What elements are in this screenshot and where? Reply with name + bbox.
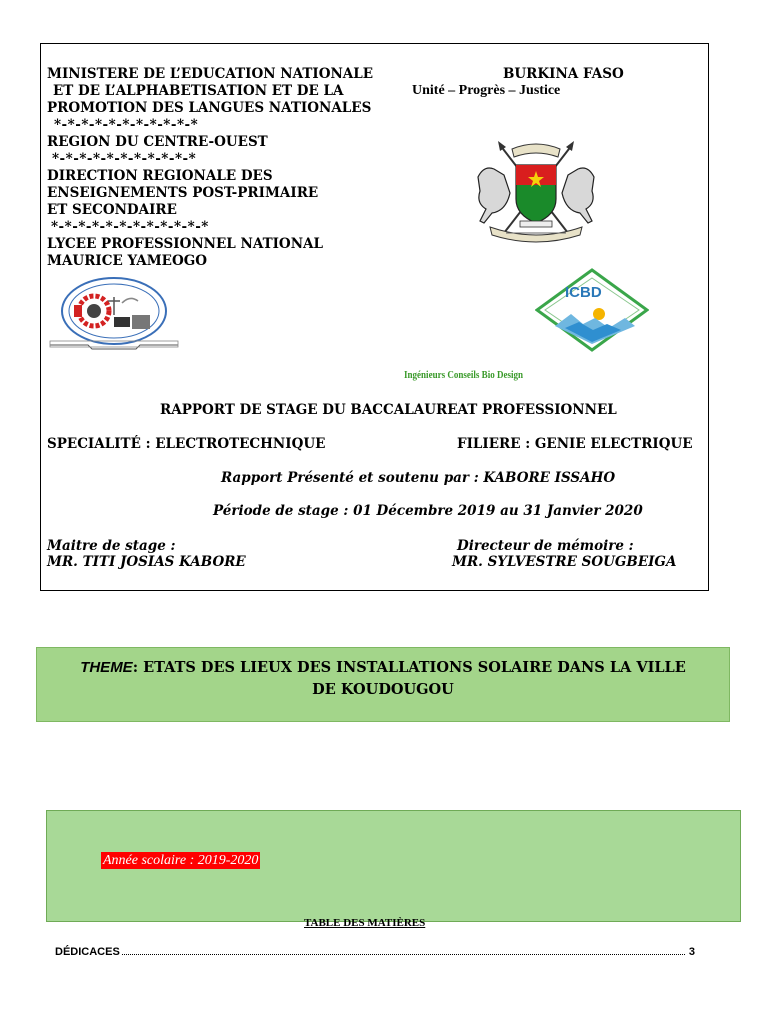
supervisor-label: Maitre de stage : [47,538,176,554]
direction-line: DIRECTION REGIONALE DES [47,168,273,184]
theme-line-1 [37,657,729,679]
toc-entry[interactable] [55,946,695,958]
filiere-text: FILIERE : GENIE ELECTRIQUE [457,436,693,452]
country-motto: Unité – Progrès – Justice [412,83,561,98]
coat-of-arms-emblem [470,137,602,245]
region-line: REGION DU CENTRE-OUEST [47,134,268,150]
icbd-caption: Ingénieurs Conseils Bio Design [404,369,524,381]
speciality-text: SPECIALITÉ : ELECTROTECHNIQUE [47,436,326,452]
school-line: LYCEE PROFESSIONNEL NATIONAL [47,236,323,252]
supervisor-name: MR. TITI JOSIAS KABORE [47,554,246,570]
country-name: BURKINA FASO [503,66,624,82]
presented-by-text: Rapport Présenté et soutenu par : KABORE ISSAHO [221,470,616,486]
theme-box [36,647,730,722]
ministry-line: MINISTERE DE L’EDUCATION NATIONALE [47,66,374,82]
school-line: MAURICE YAMEOGO [47,253,207,269]
ministry-line: ET DE L’ALPHABETISATION ET DE LA [53,83,344,99]
toc-entry-page: 3 [688,946,695,958]
direction-line: ET SECONDAIRE [47,202,177,218]
separator-stars: *-*-*-*-*-*-*-*-*-*-*-* [51,219,209,235]
director-label: Directeur de mémoire : [457,538,634,554]
theme-text-2: DE KOUDOUGOU [312,681,454,698]
ministry-line: PROMOTION DES LANGUES NATIONALES [47,100,372,116]
icbd-logo [535,268,649,352]
separator-stars: *-*-*-*-*-*-*-*-*-*-* [52,151,197,167]
internship-period: Période de stage : 01 Décembre 2019 au 31 Janvier 2020 [213,503,643,519]
icbd-logo-text: ICBD [565,284,602,301]
theme-text-1: : ETATS DES LIEUX DES INSTALLATIONS SOLAIRE DANS LA VILLE [132,659,686,676]
ministry-block [47,66,373,270]
lycee-logo [48,275,180,355]
theme-label: THEME [80,659,133,676]
toc-entry-label: DÉDICACES [55,946,120,958]
toc-title: TABLE DES MATIÈRES [304,917,426,929]
school-year: Année scolaire : 2019-2020 [103,853,259,868]
director-name: MR. SYLVESTRE SOUGBEIGA [452,554,677,570]
separator-stars: *-*-*-*-*-*-*-*-*-*-* [54,117,199,133]
toc-leader-dots [122,954,685,955]
report-title: RAPPORT DE STAGE DU BACCALAUREAT PROFESSIONNEL [160,402,617,418]
direction-line: ENSEIGNEMENTS POST-PRIMAIRE [47,185,319,201]
